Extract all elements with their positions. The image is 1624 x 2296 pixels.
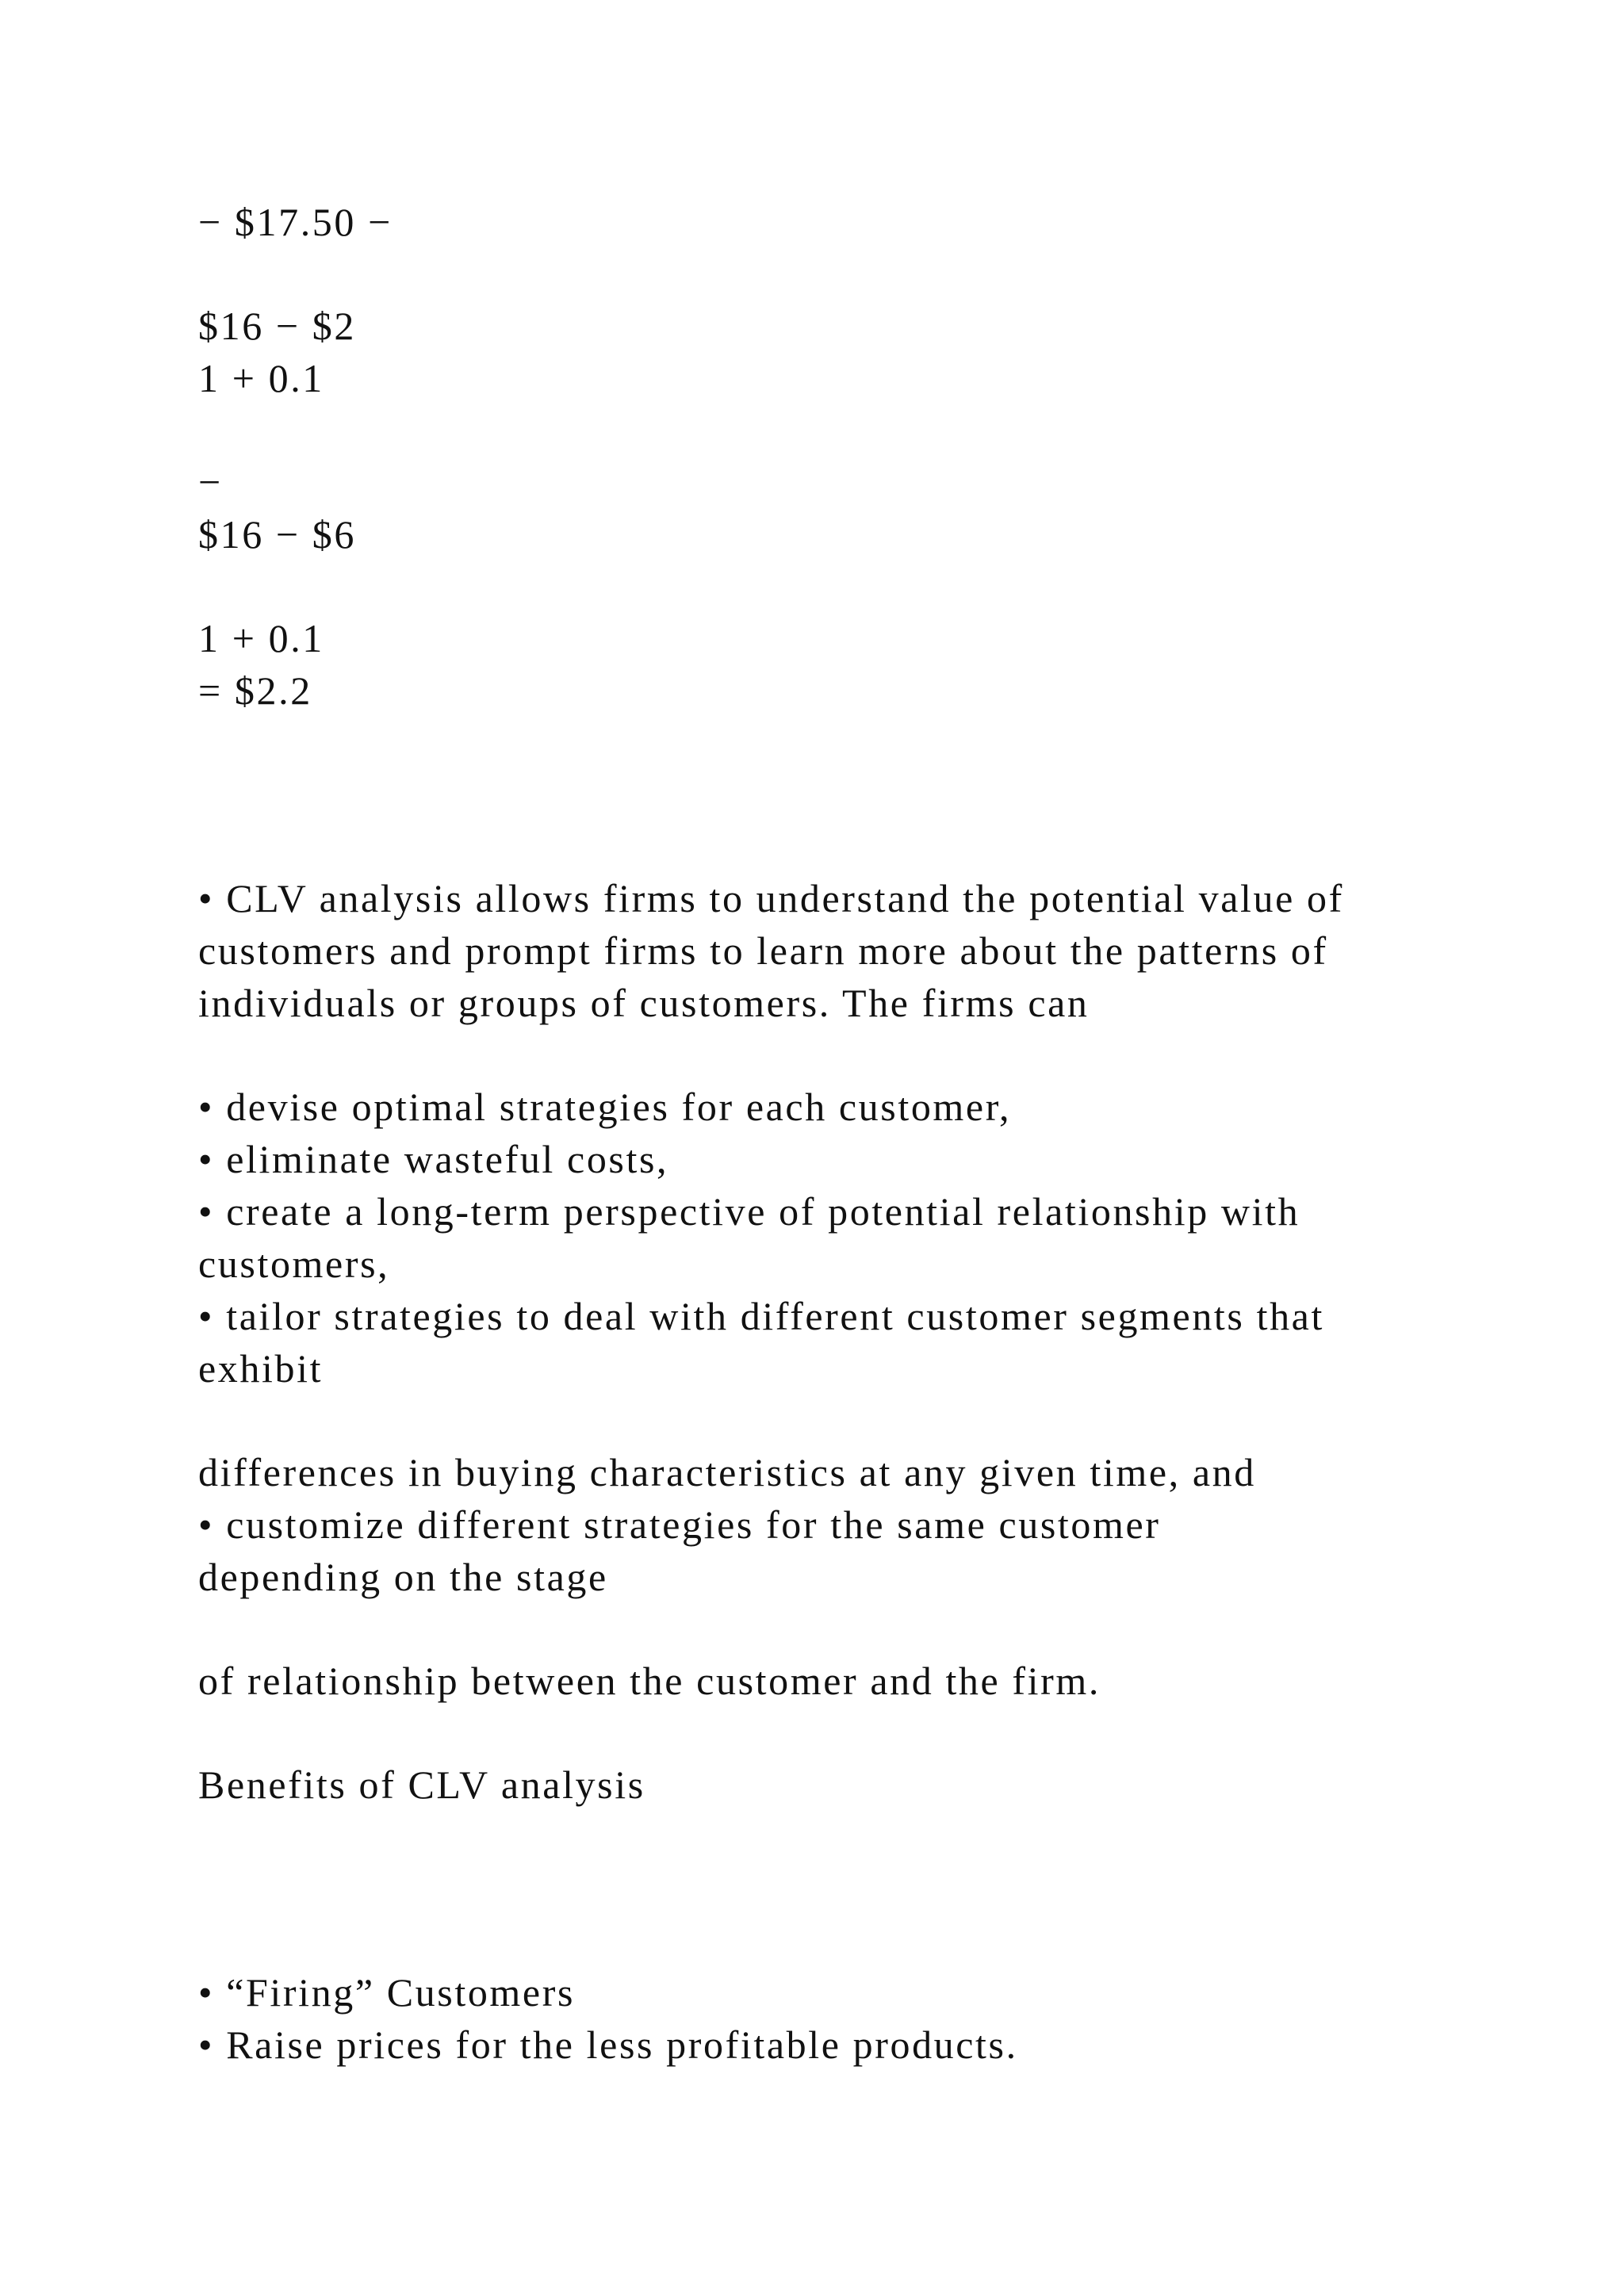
list-item: exhibit	[198, 1346, 324, 1391]
formula-line: 1 + 0.1	[198, 356, 324, 400]
list-item: • customize different strategies for the same customer	[198, 1502, 1161, 1547]
formula-line: 1 + 0.1	[198, 616, 324, 660]
formula-line: $16 − $2	[198, 304, 356, 348]
list-item: differences in buying characteristics at any given time, and	[198, 1450, 1256, 1494]
list-item: depending on the stage	[198, 1555, 608, 1599]
list-item: • tailor strategies to deal with different customer segments that	[198, 1294, 1324, 1338]
intro-paragraph-line: • CLV analysis allows firms to understand the potential value of	[198, 876, 1344, 920]
intro-paragraph-line: customers and prompt firms to learn more about the patterns of	[198, 928, 1328, 973]
section-heading: Benefits of CLV analysis	[198, 1762, 645, 1807]
list-item: • “Firing” Customers	[198, 1970, 576, 2015]
formula-result: = $2.2	[198, 668, 312, 713]
formula-line: $16 − $6	[198, 512, 356, 557]
list-item: of relationship between the customer and the firm.	[198, 1659, 1101, 1703]
formula-line: −	[198, 460, 223, 504]
list-item: • eliminate wasteful costs,	[198, 1137, 669, 1181]
intro-paragraph-line: individuals or groups of customers. The firms can	[198, 981, 1090, 1025]
list-item: • devise optimal strategies for each customer,	[198, 1085, 1012, 1129]
list-item: customers,	[198, 1242, 390, 1286]
list-item: • Raise prices for the less profitable products.	[198, 2022, 1018, 2067]
list-item: • create a long-term perspective of potential relationship with	[198, 1189, 1300, 1234]
formula-line: − $17.50 −	[198, 200, 393, 244]
